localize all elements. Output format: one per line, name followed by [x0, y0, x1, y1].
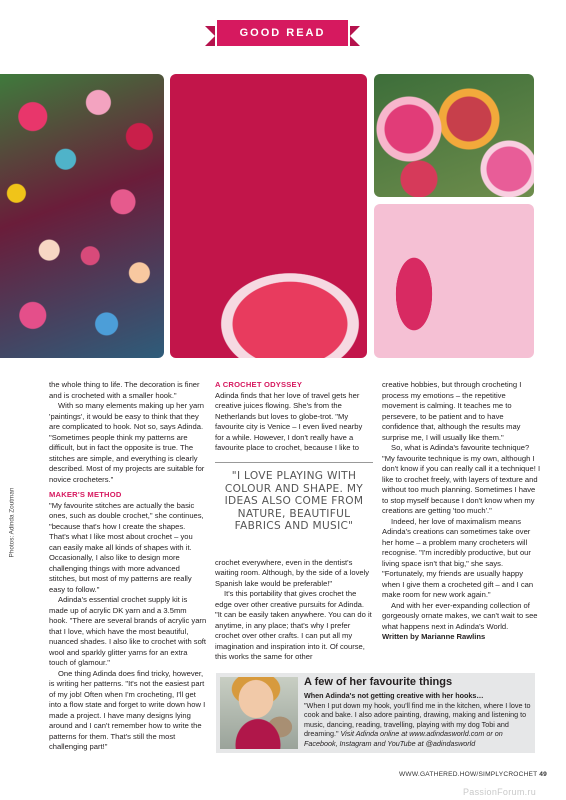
adinda-crocheting-by-lake-photo [170, 74, 367, 358]
photo-credit [6, 420, 18, 560]
paragraph: Adinda finds that her love of travel gets her creative juices flowing. She's from the Netherlands but loves to globe-trot. "My favourite city is Venice – I even lived nearby for a while. However, I don't really have a favourite place to crochet, because I like to [215, 390, 363, 452]
section-heading-crochet-odyssey: A CROCHET ODYSSEY [215, 380, 303, 389]
watermark: PassionForum.ru [463, 787, 537, 797]
pull-quote [215, 462, 373, 548]
paragraph: Adinda's essential crochet supply kit is made up of acrylic DK yarn and a 3.5mm hook. "There are several brands of acrylic yarn that I love, which have the most beautiful, nuanced shades. I also like to crochet with soft wool and sparkly glitter yarns for an extra touch of glamour." [49, 595, 207, 667]
crochet-garments-on-mannequins-photo [374, 204, 534, 358]
paragraph: crochet everywhere, even in the dentist's waiting room. Although, by the side of a lovely Spanish lake would be preferable!" [215, 557, 370, 588]
good-read-banner [205, 20, 360, 46]
paragraph: And with her ever-expanding collection of gorgeously ornate makes, we can't wait to see what happens next in Adinda's World. [382, 600, 538, 631]
crochet-cushions-photo [374, 74, 534, 197]
favourite-things-subtitle: When Adinda's not getting creative with her hooks… [304, 691, 484, 700]
banner-label: GOOD READ [239, 27, 326, 39]
paragraph: creative hobbies, but through crocheting I process my emotions – the repetitive movement is calming. It teaches me to persevere, to be patient and to have confidence that, although the results may surprise me, I will usually like them." [382, 380, 522, 442]
pull-quote-text: "I LOVE PLAYING WITH COLOUR AND SHAPE. MY IDEAS ALSO COME FROM NATURE, BEAUTIFUL FABRICS AND MUSIC" [224, 470, 364, 532]
favourite-things-title: A few of her favourite things [304, 676, 453, 688]
crochet-dolls-and-flowers-photo [0, 74, 164, 358]
adinda-with-dog-photo [220, 677, 298, 749]
photo-credit-text: Photos: Adinda Zoutman [8, 487, 16, 558]
paragraph: Indeed, her love of maximalism means Adinda's creations can sometimes take over her home – a problem many crocheters will recognise. "I'm incredibly productive, but our living space isn't that big," she says. "Fortunately, my friends are usually happy when I give them a crocheted gift – and I can make room for new work again." [382, 516, 534, 599]
section-heading-makers-method: MAKER'S METHOD [49, 490, 122, 499]
pull-quote-top-rule [215, 462, 373, 463]
footer-url: WWW.GATHERED.HOW/SIMPLYCROCHET [399, 771, 538, 778]
favourite-things-quote: "When I put down my hook, you'll find me in the kitchen, where I love to cook and bake. I also adore painting, drawing, making and listening to music, dancing, reading, travelling, playing with my dog Tobi and dreaming." [304, 701, 531, 739]
favourite-things-box [216, 673, 535, 753]
byline: Written by Marianne Rawlins [382, 632, 486, 641]
article-column-3 [382, 380, 542, 643]
paragraph: "My favourite stitches are actually the basic ones, such as double crochet," she continues, "because that's how I create the shapes. That's what I like most about crochet – you can easily make all kinds of shapes with it. Occasionally, I also like to design more challenging things with more advanced stitches, but most of my patterns are really easy to follow." [49, 500, 204, 594]
favourite-things-visit: Visit Adinda online at www.adindasworld.com or on Facebook, Instagram and YouTube at @adindasworld [304, 729, 503, 748]
paragraph: It's this portability that gives crochet the edge over other creative pursuits for Adinda. "It can be easily taken anywhere. You can do it anytime, in any place; that's why I prefer crochet over other crafts. I can put all my imagination and inspiration into it. Of course, this works the same for other [215, 589, 372, 661]
paragraph: So, what is Adinda's favourite technique? "My favourite technique is my own, although I don't know if you can really call it a technique! I like to crochet freely, with layers of texture and without too much planning. Sometimes I have to stop myself because I don't know when my creations are getting 'too much'." [382, 443, 541, 515]
favourite-things-body [304, 701, 534, 748]
paragraph: the whole thing to life. The decoration is finer and is crocheted with a smaller hook." [49, 380, 200, 400]
page-number: 49 [539, 771, 548, 778]
banner-ribbon-right [350, 26, 360, 46]
article-column-1 [49, 380, 207, 753]
paragraph: With so many elements making up her yarn 'paintings', it would be easy to think that they are complicated to hook. Not so, says Adinda. "Sometimes people think my patterns are difficult, but in fact the opposite is true. The stitches are simple, and everything is clearly described. Most of my projects are suitable for novice crocheters." [49, 401, 205, 484]
paragraph: One thing Adinda does find tricky, however, is writing her patterns. "It's not the easiest part of my job! Often when I'm crocheting, I'll get into a flow state and forget to write down how I made a project. I have many designs lying around and I can't remember how to write the patterns for them. That's still the most challenging part!" [49, 668, 206, 751]
page-footer [399, 771, 547, 778]
banner-ribbon-left [205, 26, 215, 46]
